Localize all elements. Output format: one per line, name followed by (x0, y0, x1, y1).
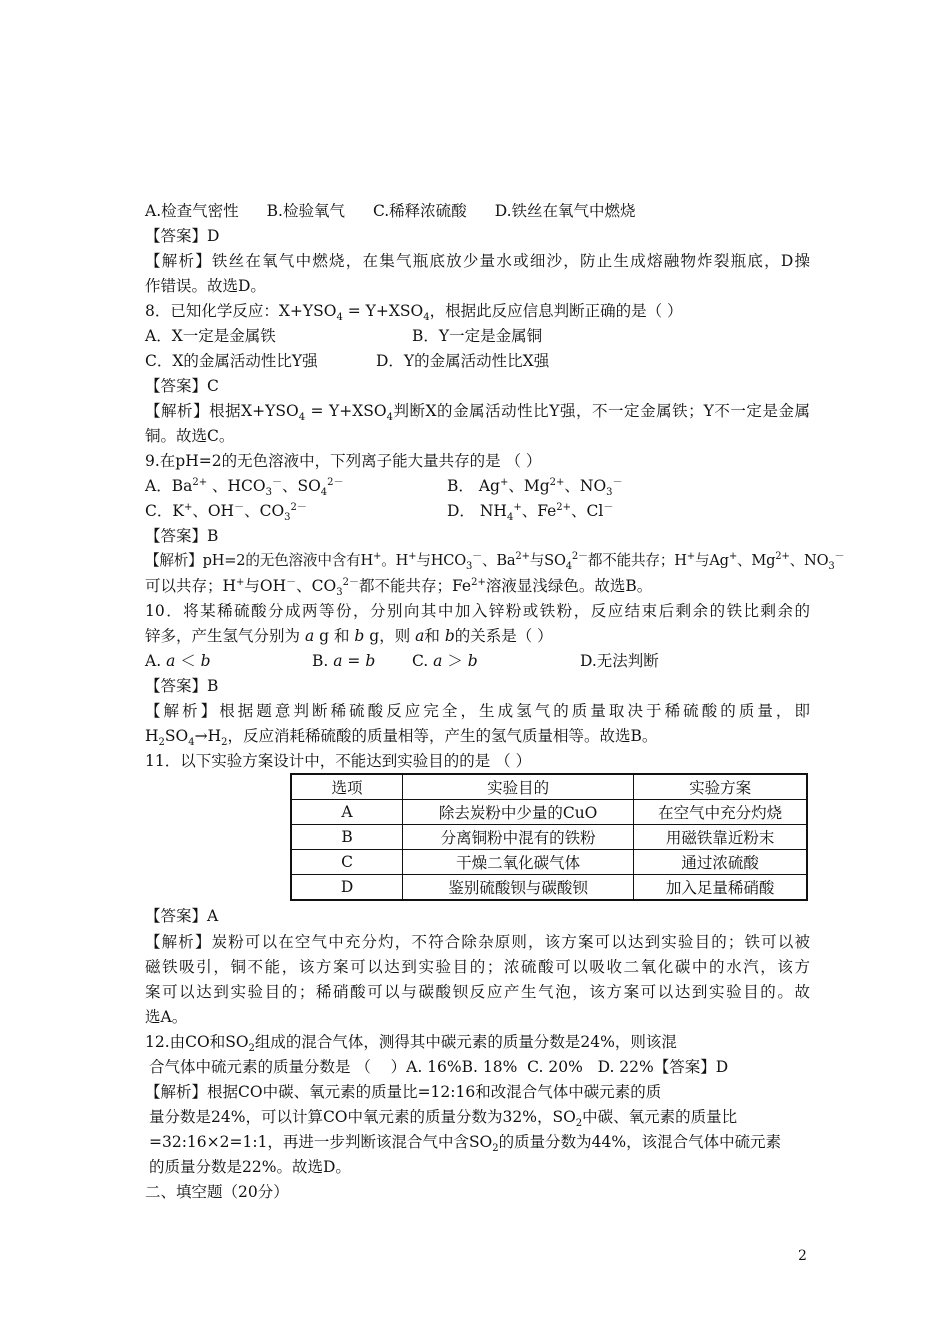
inline-text: 锌多，产生氢气分别为 (145, 627, 305, 645)
q10-option-c (412, 649, 580, 673)
inline-text: 中碳、氧元素的质量比 (582, 1108, 738, 1126)
inline-text: = (342, 652, 366, 670)
inline-text: 4 (320, 487, 328, 499)
inline-text: 4 (565, 560, 572, 572)
inline-text: + (499, 476, 509, 488)
inline-text: 12.由CO和SO (145, 1033, 249, 1051)
q9-options-ab (145, 474, 810, 498)
inline-text: 3 (828, 560, 835, 572)
inline-text: 【解析】pH=2的无色溶液中含有H (145, 552, 374, 569)
inline-text: 3 (336, 587, 343, 599)
inline-text: + (373, 551, 382, 563)
inline-text: C. (412, 652, 434, 670)
inline-text: 。H (381, 552, 409, 569)
table-cell: B (291, 825, 403, 850)
inline-text: a (415, 627, 425, 645)
table-header-cell: 选项 (291, 774, 403, 800)
inline-text: 2－ (290, 501, 307, 513)
table-cell: D (291, 875, 403, 901)
inline-text: － (603, 501, 614, 513)
table-cell: 分离铜粉中混有的铁粉 (403, 825, 634, 850)
inline-text: g 和 (314, 627, 355, 645)
inline-text: 与OH (244, 577, 287, 595)
q8-stem (145, 299, 810, 323)
inline-text: g，则 (364, 627, 416, 645)
inline-text: =32:16×2=1:1，再进一步判断该混合气中含SO (149, 1133, 493, 1151)
inline-text: － (612, 476, 623, 488)
q10-answer: 【答案】B (145, 677, 219, 695)
inline-text: 2 (158, 737, 165, 749)
q8-option-a: A．X一定是金属铁 (145, 327, 276, 345)
table-cell: 用磁铁靠近粉末 (634, 825, 807, 850)
inline-text: 的关系是（ ） (454, 627, 553, 645)
inline-text: 、Mg (508, 477, 550, 495)
inline-text: 2+ (775, 551, 790, 563)
q10-option-d: D.无法判断 (580, 652, 659, 670)
table-row (291, 800, 807, 825)
inline-text: 2+ (471, 576, 486, 588)
table-cell: A (291, 800, 403, 825)
inline-text: b (467, 652, 478, 670)
table-cell: 加入足量稀硝酸 (634, 875, 807, 901)
q12-analysis-line2 (149, 1105, 814, 1129)
q11-analysis-line2: 磁铁吸引，铜不能，该方案可以达到实验目的；浓硫酸可以吸收二氧化碳中的水汽，该方 (145, 958, 810, 976)
inline-text: 都不能共存；Fe (358, 577, 472, 595)
q12-analysis-line4: 的质量分数是22%。故选D。 (149, 1158, 351, 1176)
table-header-row (291, 774, 807, 800)
inline-text: A. (145, 652, 167, 670)
inline-text: 、SO (281, 477, 321, 495)
inline-text: 和 (424, 627, 445, 645)
q8-analysis-text: 【解析】根据X+YSO (145, 402, 299, 420)
q8-stem-text: ，根据此反应信息判断正确的是（ ） (429, 302, 683, 320)
inline-text: A．Ba (145, 477, 193, 495)
q12-analysis-line1: 【解析】根据CO中碳、氧元素的质量比=12:16和改混合气体中碳元素的质 (145, 1083, 662, 1101)
q8-stem-text: = Y+XSO (342, 302, 424, 320)
q10-analysis-line2 (145, 724, 810, 748)
inline-text: 组成的混合气体，测得其中碳元素的质量分数是24%，则该混 (254, 1033, 677, 1051)
q8-options-ab (145, 324, 810, 348)
q7-answer: 【答案】D (145, 227, 220, 245)
inline-text: SO (164, 727, 189, 745)
inline-text: + (728, 551, 737, 563)
q9-options-cd (145, 499, 810, 523)
inline-text: a (433, 652, 443, 670)
inline-text: 与SO (529, 552, 566, 569)
inline-text: 、NO (789, 552, 829, 569)
table-cell: 鉴别硫酸钡与碳酸钡 (403, 875, 634, 901)
table-cell: 在空气中充分灼烧 (634, 800, 807, 825)
inline-text: 2 (492, 1143, 499, 1155)
inline-text: － (271, 476, 282, 488)
q9-analysis-line1 (145, 549, 845, 573)
q8-analysis-sub: 4 (298, 412, 306, 424)
q9-option-d (447, 501, 614, 524)
inline-text: － (286, 576, 297, 588)
q11-answer: 【答案】A (145, 907, 219, 925)
inline-text: 量分数是24%，可以计算CO中氧元素的质量分数为32%，SO (149, 1108, 576, 1126)
inline-text: + (686, 551, 695, 563)
q10-option-b (312, 649, 412, 673)
inline-text: 2 (221, 737, 228, 749)
q8-stem-text: 8．已知化学反应：X+YSO (145, 302, 337, 320)
q11-table (290, 773, 808, 901)
table-cell: 除去炭粉中少量的CuO (403, 800, 634, 825)
q10-analysis-line1: 【解析】根据题意判断稀硫酸反应完全，生成氢气的质量取决于稀硫酸的质量，即 (145, 702, 810, 720)
q8-stem-sub: 4 (423, 312, 430, 324)
inline-text: 、NO (564, 477, 607, 495)
q8-option-c: C．X的金属活动性比Y强 (145, 352, 318, 370)
inline-text: 2+ (556, 501, 572, 513)
inline-text: 2+ (549, 476, 565, 488)
inline-text: 4 (506, 512, 514, 524)
inline-text: 2－ (327, 476, 344, 488)
inline-text: 与Ag (694, 552, 729, 569)
inline-text: b (200, 652, 211, 670)
inline-text: 、OH (192, 502, 235, 520)
q10-stem-line1: 10．将某稀硫酸分成两等份，分别向其中加入锌粉或铁粉，反应结束后剩余的铁比剩余的 (145, 602, 810, 620)
inline-text: 2－ (571, 551, 588, 563)
inline-text: a (304, 627, 315, 645)
inline-text: 、Fe (521, 502, 557, 520)
inline-text: 、HCO (207, 477, 266, 495)
inline-text: 与HCO (416, 552, 466, 569)
inline-text: 2 (248, 1043, 255, 1055)
table-row (291, 825, 807, 850)
inline-text: 3 (284, 512, 291, 524)
table-cell: 通过浓硫酸 (634, 850, 807, 875)
inline-text: 3 (606, 487, 613, 499)
q8-analysis-text: 判断X的金属活动性比Y强，不一定金属铁；Y不一定是金属 (392, 402, 810, 420)
inline-text: 3 (265, 487, 272, 499)
inline-text: 、Cl (571, 502, 604, 520)
inline-text: 4 (188, 737, 195, 749)
q8-option-b: B．Y一定是金属铜 (412, 327, 543, 345)
q12-analysis-line3 (149, 1130, 814, 1154)
q8-analysis-sub: 4 (386, 412, 393, 424)
q8-analysis-text: = Y+XSO (305, 402, 387, 420)
q10-options (145, 649, 810, 673)
q9-option-a (145, 474, 447, 498)
q7-option-c: C.稀释浓硫酸 (372, 202, 467, 220)
q11-analysis-line4: 选A。 (145, 1008, 188, 1026)
table-row (291, 850, 807, 875)
q9-option-b (447, 476, 623, 499)
q8-answer: 【答案】C (145, 377, 219, 395)
q7-analysis-line2: 作错误。故选D。 (145, 277, 266, 295)
q10-option-a (145, 649, 312, 673)
inline-text: － (472, 551, 482, 563)
table-cell: C (291, 850, 403, 875)
q11-analysis-line3: 案可以达到实验目的；稀硝酸可以与碳酸钡反应产生气泡，该方案可以达到实验目的。故 (145, 983, 810, 1001)
inline-text: + (408, 551, 417, 563)
q12-line1 (145, 1030, 810, 1054)
inline-text: C．K (145, 502, 184, 520)
inline-text: + (513, 501, 522, 513)
q7-option-a: A.检查气密性 (145, 202, 239, 220)
q7-analysis-line1: 【解析】铁丝在氧气中燃烧，在集气瓶底放少量水或细沙，防止生成熔融物炸裂瓶底，D操 (145, 252, 810, 270)
inline-text: 2－ (342, 576, 359, 588)
inline-text: 、CO (244, 502, 285, 520)
inline-text: H (145, 727, 159, 745)
q7-option-b: B.检验氧气 (266, 202, 345, 220)
inline-text: B． Ag (447, 477, 500, 495)
q8-option-d: D．Y的金属活动性比X强 (376, 352, 550, 370)
q7-options (145, 199, 810, 223)
page-number: 2 (798, 1248, 807, 1264)
inline-text: 3 (466, 560, 473, 572)
inline-text: ，反应消耗稀硫酸的质量相等，产生的氢气质量相等。故选B。 (227, 727, 658, 745)
inline-text: 溶液显浅绿色。故选B。 (485, 577, 653, 595)
inline-text: b (365, 652, 376, 670)
inline-text: － (234, 501, 245, 513)
inline-text: a (166, 652, 176, 670)
q9-stem: 9.在pH=2的无色溶液中，下列离子能大量共存的是 （ ） (145, 452, 542, 470)
q8-stem-sub: 4 (336, 312, 343, 324)
q8-options-cd (145, 349, 810, 373)
q9-answer: 【答案】B (145, 527, 219, 545)
table-header-cell: 实验目的 (403, 774, 634, 800)
q10-stem-line2 (145, 624, 810, 648)
inline-text: B. (312, 652, 334, 670)
table-header-cell: 实验方案 (634, 774, 807, 800)
q11-stem: 11．以下实验方案设计中，不能达到实验目的的是 （ ） (145, 752, 532, 770)
inline-text: a (333, 652, 343, 670)
inline-text: 都不能共存；H (587, 552, 687, 569)
inline-text: + (183, 501, 193, 513)
inline-text: 、CO (296, 577, 337, 595)
q8-analysis-line2: 铜。故选C。 (145, 427, 235, 445)
q12-line2: 合气体中硫元素的质量分数是 （ ）A. 16%B. 18% C. 20% D. 22%【答案】D (149, 1058, 729, 1076)
inline-text: b (354, 627, 365, 645)
inline-text: ＞ (442, 652, 468, 670)
inline-text: D． NH (447, 502, 507, 520)
inline-text: － (834, 551, 845, 563)
q9-analysis-line2 (145, 574, 810, 598)
inline-text: 2+ (192, 476, 208, 488)
section-heading: 二、填空题（20分） (145, 1183, 289, 1201)
q11-analysis-line1: 【解析】炭粉可以在空气中充分灼，不符合除杂原则，该方案可以达到实验目的；铁可以被 (145, 933, 810, 951)
inline-text: 可以共存；H (145, 577, 237, 595)
inline-text: 、Mg (737, 552, 776, 569)
table-cell: 干燥二氧化碳气体 (403, 850, 634, 875)
inline-text: 2+ (515, 551, 530, 563)
inline-text: + (236, 576, 245, 588)
table-row (291, 875, 807, 901)
q9-option-c (145, 499, 447, 523)
inline-text: b (444, 627, 455, 645)
inline-text: →H (194, 727, 222, 745)
inline-text: 、Ba (481, 552, 516, 569)
q7-option-d: D.铁丝在氧气中燃烧 (494, 202, 636, 220)
inline-text: 2 (575, 1118, 583, 1130)
q8-analysis-line1 (145, 399, 810, 423)
inline-text: 的质量分数为44%，该混合气体中硫元素 (498, 1133, 782, 1151)
inline-text: ＜ (175, 652, 201, 670)
